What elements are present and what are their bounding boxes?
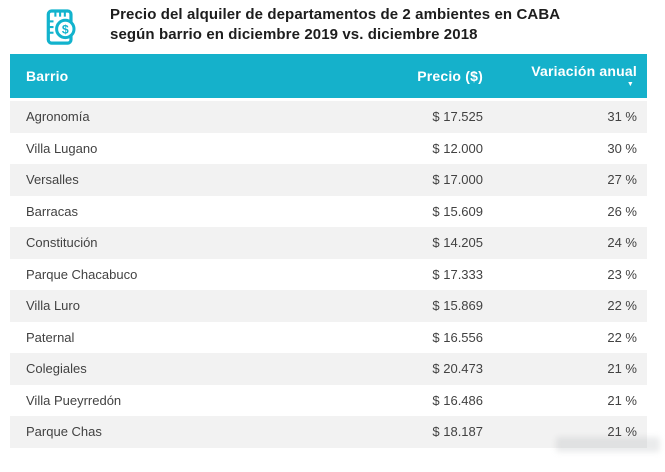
table-header-row — [10, 54, 647, 98]
cell-barrio: Agronomía — [26, 109, 90, 125]
column-header-variacion[interactable] — [483, 63, 647, 89]
column-header-barrio[interactable]: Barrio — [26, 68, 69, 84]
cell-variacion: 23 % — [607, 266, 637, 282]
table-row — [10, 133, 647, 165]
price-table — [10, 54, 647, 448]
dollar-glyph: $ — [61, 22, 69, 37]
cell-variacion: 31 % — [607, 109, 637, 125]
cell-barrio: Parque Chacabuco — [26, 266, 138, 282]
cell-variacion: 24 % — [607, 235, 637, 251]
cell-barrio: Villa Lugano — [26, 140, 98, 156]
column-header-variacion-label: Variación anual — [531, 63, 637, 79]
price-meter-icon — [45, 7, 79, 49]
cell-precio: $ 16.556 — [432, 329, 483, 345]
table-row — [10, 196, 647, 228]
cell-variacion: 21 % — [607, 361, 637, 377]
cell-barrio: Parque Chas — [26, 424, 102, 440]
cell-variacion: 27 % — [607, 172, 637, 188]
cell-variacion: 30 % — [607, 140, 637, 156]
cell-barrio: Barracas — [26, 203, 79, 219]
table-row — [10, 353, 647, 385]
table-row — [10, 290, 647, 322]
cell-barrio: Constitución — [26, 235, 98, 251]
cell-barrio: Paternal — [26, 329, 75, 345]
infographic-header — [45, 5, 665, 49]
cell-precio: $ 12.000 — [432, 140, 483, 156]
cell-variacion: 21 % — [607, 392, 637, 408]
table-row — [10, 164, 647, 196]
cell-precio: $ 18.187 — [432, 424, 483, 440]
cell-precio: $ 20.473 — [432, 361, 483, 377]
table-row — [10, 259, 647, 291]
cell-barrio: Colegiales — [26, 361, 87, 377]
cell-variacion: 26 % — [607, 203, 637, 219]
cell-precio: $ 15.869 — [432, 298, 483, 314]
cell-precio: $ 15.609 — [432, 203, 483, 219]
table-body — [10, 101, 647, 448]
table-row — [10, 385, 647, 417]
cell-barrio: Villa Luro — [26, 298, 80, 314]
cell-precio: $ 17.525 — [432, 109, 483, 125]
column-header-precio[interactable]: Precio ($) — [417, 68, 483, 84]
cell-precio: $ 17.000 — [432, 172, 483, 188]
cell-barrio: Versalles — [26, 172, 79, 188]
table-row — [10, 227, 647, 259]
table-row — [10, 322, 647, 354]
table-row — [10, 101, 647, 133]
watermark — [556, 437, 660, 452]
chart-title: Precio del alquiler de departamentos de 2 ambientes en CABA según barrio en diciembre 2019 vs. diciembre 2018 — [110, 6, 561, 43]
cell-variacion: 22 % — [607, 329, 637, 345]
cell-barrio: Villa Pueyrredón — [26, 392, 122, 408]
cell-precio: $ 14.205 — [432, 235, 483, 251]
cell-variacion: 22 % — [607, 298, 637, 314]
cell-variacion: 21 % — [607, 424, 637, 440]
cell-precio: $ 17.333 — [432, 266, 483, 282]
sort-desc-icon: ▼ — [626, 81, 634, 88]
table-row — [10, 416, 647, 448]
cell-precio: $ 16.486 — [432, 392, 483, 408]
